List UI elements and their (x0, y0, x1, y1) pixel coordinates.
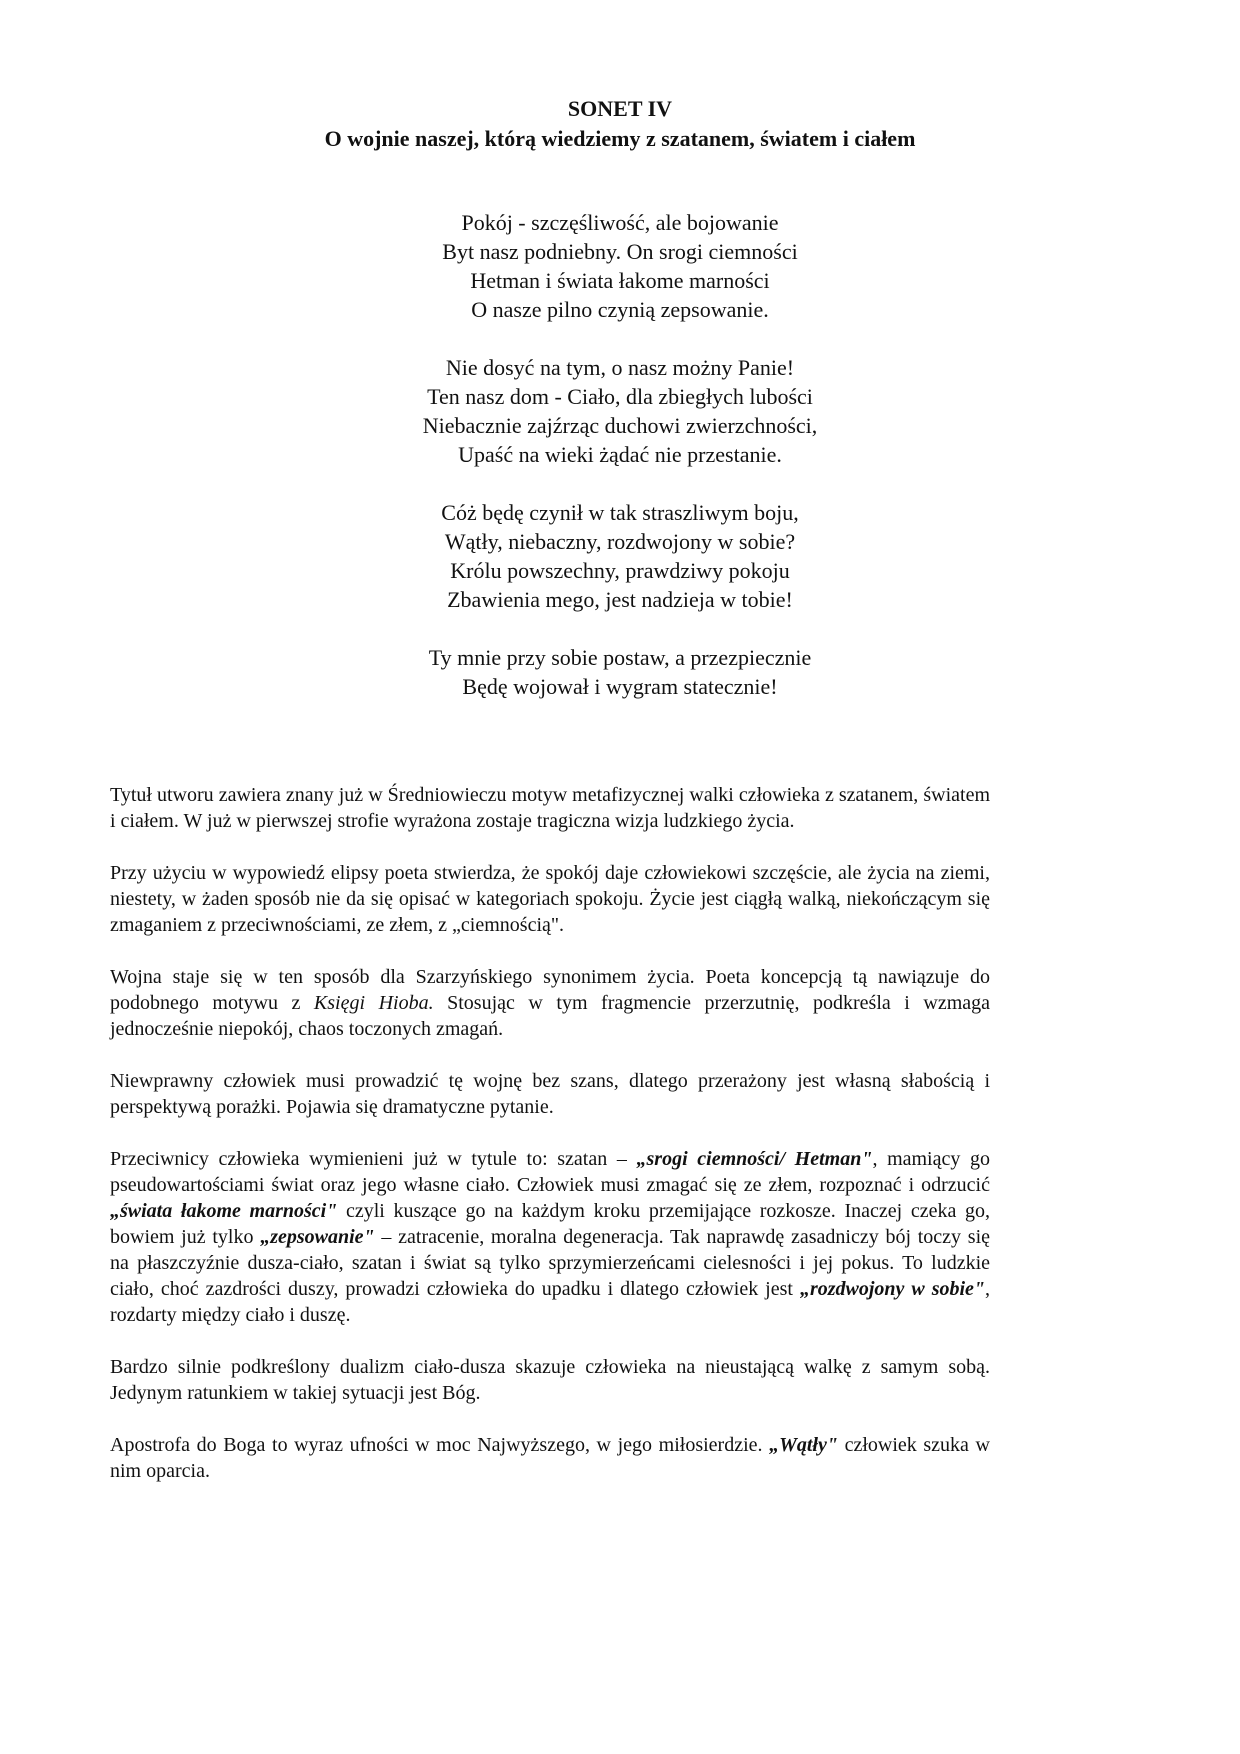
poem-verse: Ten nasz dom - Ciało, dla zbiegłych lubości (427, 384, 813, 409)
poem-verse: Królu powszechny, prawdziwy pokoju (450, 558, 790, 583)
poem-stanza (0, 643, 1240, 701)
quoted-phrase: „świata łakome marności" (110, 1200, 338, 1222)
quoted-phrase: „zepsowanie" (260, 1226, 375, 1248)
poem-verse: Zbawienia mego, jest nadzieja w tobie! (447, 587, 793, 612)
text-run: , mamiący go pseudowartościami świat oraz jego własne ciało. Człowiek musi zmagać się ze złem, rozpoznać i odrzucić (110, 1148, 990, 1196)
text-run: czyli kuszące go na każdym kroku przemijające rozkosze. Inaczej czeka go, bowiem już tylko (110, 1200, 990, 1248)
poem (0, 208, 1240, 730)
poem-stanza (0, 208, 1240, 324)
poem-verse: Niebacznie zajźrząc duchowi zwierzchności, (422, 413, 818, 438)
poem-verse: Wątły, niebaczny, rozdwojony w sobie? (444, 529, 796, 554)
poem-stanza (0, 353, 1240, 469)
page-subtitle: O wojnie naszej, którą wiedziemy z szatanem, światem i ciałem (324, 126, 916, 151)
poem-verse: Upaść na wieki żądać nie przestanie. (458, 442, 782, 467)
commentary-paragraph (110, 1354, 990, 1406)
commentary-paragraph (110, 782, 990, 834)
commentary-paragraph (110, 1146, 990, 1328)
commentary-paragraph (110, 1432, 990, 1484)
text-run: Tytuł utworu zawiera znany już w Średniowieczu motyw metafizycznej walki człowieka z szatanem, światem i ciałem. W już w pierwszej strofie wyrażona zostaje tragiczna wizja ludzkiego życia. (110, 784, 990, 832)
quoted-phrase: „rozdwojony w sobie" (799, 1278, 986, 1300)
page-title: SONET IV (567, 96, 673, 121)
commentary (110, 782, 990, 1510)
poem-verse: Ty mnie przy sobie postaw, a przezpiecznie (428, 645, 812, 670)
poem-verse: O nasze pilno czynią zepsowanie. (471, 297, 769, 322)
quoted-phrase: „Wątły" (769, 1434, 838, 1456)
text-run: Bardzo silnie podkreślony dualizm ciało-dusza skazuje człowieka na nieustającą walkę z samym sobą. Jedynym ratunkiem w takiej sytuacji jest Bóg. (110, 1356, 990, 1404)
text-run: Niewprawny człowiek musi prowadzić tę wojnę bez szans, dlatego przerażony jest własną słabością i perspektywą porażki. Pojawia się dramatyczne pytanie. (110, 1070, 990, 1118)
poem-stanza (0, 498, 1240, 614)
text-run: Apostrofa do Boga to wyraz ufności w moc Najwyższego, w jego miłosierdzie. (110, 1434, 770, 1456)
text-run: Przy użyciu w wypowiedź elipsy poeta stwierdza, że spokój daje człowiekowi szczęście, ale życia na ziemi, niestety, w żaden sposób nie da się opisać w kategoriach spokoju. Życie jest ciągłą walką, niekończącym się zmaganiem z przeciwnościami, ze złem, z „ciemnością". (110, 862, 990, 936)
commentary-paragraph (110, 1068, 990, 1120)
poem-verse: Pokój - szczęśliwość, ale bojowanie (461, 210, 779, 235)
text-run: Przeciwnicy człowieka wymienieni już w tytule to: szatan – (110, 1148, 637, 1170)
commentary-paragraph (110, 964, 990, 1042)
text-run: Wojna staje się w ten sposób dla Szarzyńskiego synonimem życia. Poeta koncepcją tą nawiązuje do podobnego motywu z (110, 966, 990, 1014)
text-run: człowiek szuka w nim oparcia. (110, 1434, 990, 1482)
poem-verse: Nie dosyć na tym, o nasz możny Panie! (445, 355, 795, 380)
text-run: Stosując w tym fragmencie przerzutnię, podkreśla i wzmaga jednocześnie niepokój, chaos toczonych zmagań. (110, 992, 991, 1040)
poem-verse: Będę wojował i wygram statecznie! (462, 674, 778, 699)
poem-verse: Cóż będę czynił w tak straszliwym boju, (441, 500, 799, 525)
text-run: – zatracenie, moralna degeneracja. Tak naprawdę zasadniczy bój toczy się na płaszczyźnie dusza-ciało, szatan i świat są tylko sprzymierzeńcami cielesności i jej pokus. To ludzkie ciało, choć zazdrości duszy, prowadzi człowieka do upadku i dlatego człowiek jest (110, 1226, 991, 1300)
poem-verse: Hetman i świata łakome marności (470, 268, 770, 293)
quoted-phrase: Księgi Hioba. (313, 992, 434, 1014)
quoted-phrase: „srogi ciemności/ Hetman" (636, 1148, 873, 1170)
text-run: , rozdarty między ciało i duszę. (110, 1278, 991, 1326)
poem-verse: Byt nasz podniebny. On srogi ciemności (442, 239, 798, 264)
commentary-paragraph (110, 860, 990, 938)
